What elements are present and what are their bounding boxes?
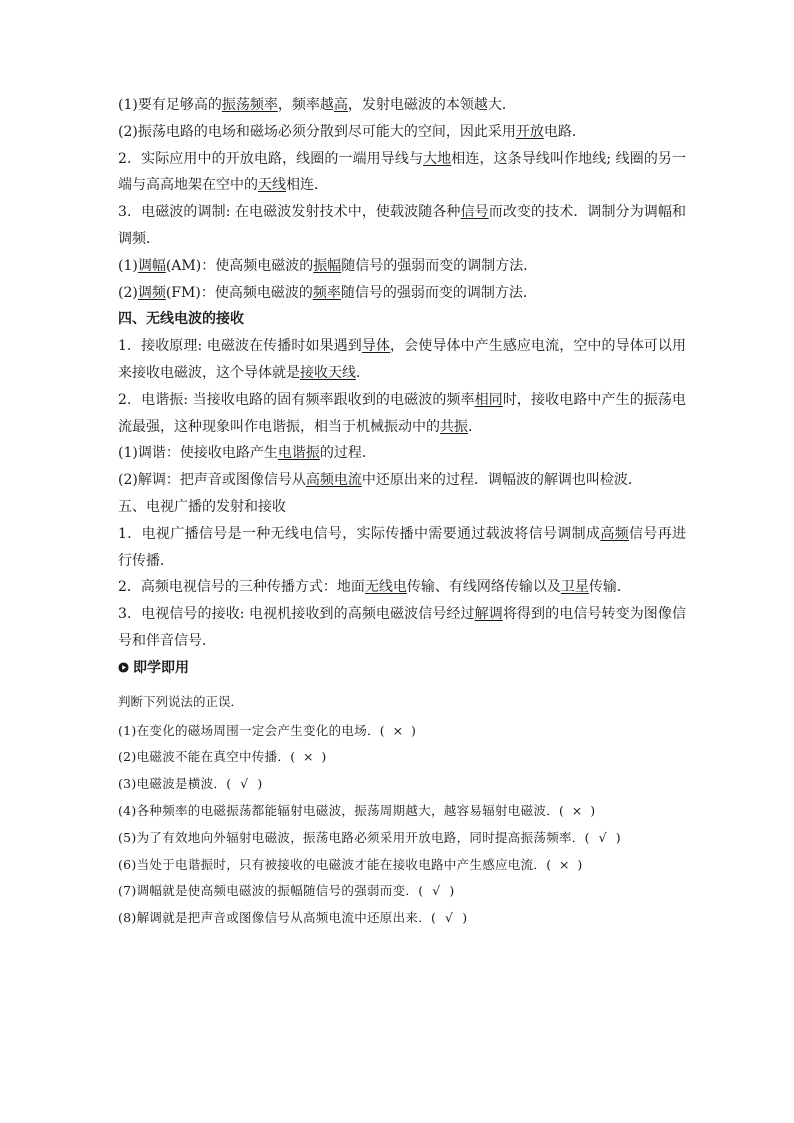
fill-blank: 振幅: [313, 257, 342, 274]
practice-intro: 判断下列说法的正误．: [118, 693, 244, 709]
fill-blank: 开放: [515, 123, 544, 140]
paragraph-resonance: 2．电谐振: 当接收电路的固有频率跟收到的电磁波的频率相同时，接收电路中产生的振荡电流最强，这种现象叫作电谐振，相当于机械振动中的共振．: [118, 391, 687, 435]
paragraph-demodulation: (2)解调：把声音或图像信号从高频电流中还原出来的过程．调幅波的解调也叫检波．: [118, 472, 642, 489]
practice-item: (2)电磁波不能在真空中传播．( × ): [118, 744, 686, 771]
play-circle-icon: [118, 662, 129, 673]
answer-mark: ×: [303, 749, 314, 765]
answer-mark: ×: [571, 802, 583, 818]
practice-item: (8)解调就是把声音或图像信号从高频电流中还原出来．( √ ): [118, 905, 686, 932]
practice-item: (5)为了有效地向外辐射电磁波，振荡电路必须采用开放电路，同时提高振荡频率．( √ ): [118, 825, 686, 852]
fill-blank: 电谐振: [277, 445, 320, 462]
paragraph-fm: (2)调频(FM)：使高频电磁波的频率随信号的强弱而变的调制方法．: [118, 284, 537, 301]
fill-blank: 导体: [361, 338, 391, 355]
fill-blank: 信号: [460, 204, 489, 221]
fill-blank: 高频: [600, 525, 629, 542]
paragraph-reception-principle: 1．接收原理: 电磁波在传播时如果遇到导体，会使导体中产生感应电流，空中的导体可以用来接收电磁波，这个导体就是接收天线．: [118, 338, 687, 381]
practice-list: [118, 689, 686, 932]
section-heading-reception: 四、无线电波的接收: [118, 311, 244, 328]
fill-blank: 大地: [423, 150, 452, 167]
fill-blank: 高频电流: [305, 472, 362, 489]
practice-item: (1)在变化的磁场周围一定会产生变化的电场．( × ): [118, 718, 686, 745]
paragraph-tuning: (1)调谐：使接收电路产生电谐振的过程．: [118, 445, 376, 462]
practice-item: (4)各种频率的电磁振荡都能辐射电磁波，振荡周期越大，越容易辐射电磁波．( × ): [118, 798, 686, 825]
practice-heading: [118, 655, 686, 681]
section-heading-tv: 五、电视广播的发射和接收: [118, 498, 286, 515]
paragraph-open-circuit: 2．实际应用中的开放电路，线圈的一端用导线与大地相连，这条导线叫作地线; 线圈的另一端与高高地架在空中的天线相连．: [118, 150, 687, 194]
answer-mark: √: [240, 776, 249, 792]
fill-blank: 频率: [312, 284, 341, 301]
document-page: [118, 92, 686, 932]
answer-mark: √: [432, 883, 441, 899]
fill-blank: 接收天线: [300, 364, 356, 381]
paragraph-modulation: 3．电磁波的调制: 在电磁波发射技术中，使载波随各种信号而改变的技术．调制分为调幅和调频．: [118, 204, 687, 247]
fill-blank: 调频: [137, 284, 166, 301]
practice-item: (3)电磁波是横波．( √ ): [118, 771, 686, 798]
practice-title: 即学即用: [133, 659, 189, 676]
answer-mark: √: [598, 829, 607, 845]
fill-blank: 振荡频率: [221, 97, 278, 113]
paragraph-tv-reception: 3．电视信号的接收: 电视机接收到的高频电磁波信号经过解调将得到的电信号转变为图像信号和伴音信号．: [118, 606, 687, 649]
fill-blank: 天线: [258, 177, 286, 194]
practice-item: (6)当处于电谐振时，只有被接收的电磁波才能在接收电路中产生感应电流．( × ): [118, 852, 686, 879]
paragraph-am: (1)调幅(AM)：使高频电磁波的振幅随信号的强弱而变的调制方法．: [118, 257, 538, 274]
answer-mark: ×: [392, 722, 404, 738]
practice-item: (7)调幅就是使高频电磁波的振幅随信号的强弱而变．( √ ): [118, 878, 686, 905]
paragraph-tv-transmission: 2．高频电视信号的三种传播方式：地面无线电传输、有线网络传输以及卫星传输．: [118, 579, 631, 596]
fill-blank: 高: [333, 97, 348, 113]
fill-blank: 相同: [474, 391, 503, 408]
answer-mark: ×: [559, 856, 570, 872]
fill-blank: 解调: [474, 606, 503, 623]
fill-blank: 卫星: [560, 579, 589, 596]
fill-blank: 调幅: [137, 257, 166, 274]
paragraph-line-2: (2)振荡电路的电场和磁场必须分散到尽可能大的空间，因此采用开放电路．: [118, 123, 586, 140]
fill-blank: 无线电: [364, 579, 407, 596]
paragraph-line-1: (1)要有足够高的振荡频率，频率越高，发射电磁波的本领越大．: [118, 97, 516, 113]
answer-mark: √: [445, 910, 454, 926]
fill-blank: 共振: [440, 418, 468, 435]
paragraph-tv-signal: 1．电视广播信号是一种无线电信号，实际传播中需要通过载波将信号调制成高频信号再进行传播．: [118, 525, 687, 569]
